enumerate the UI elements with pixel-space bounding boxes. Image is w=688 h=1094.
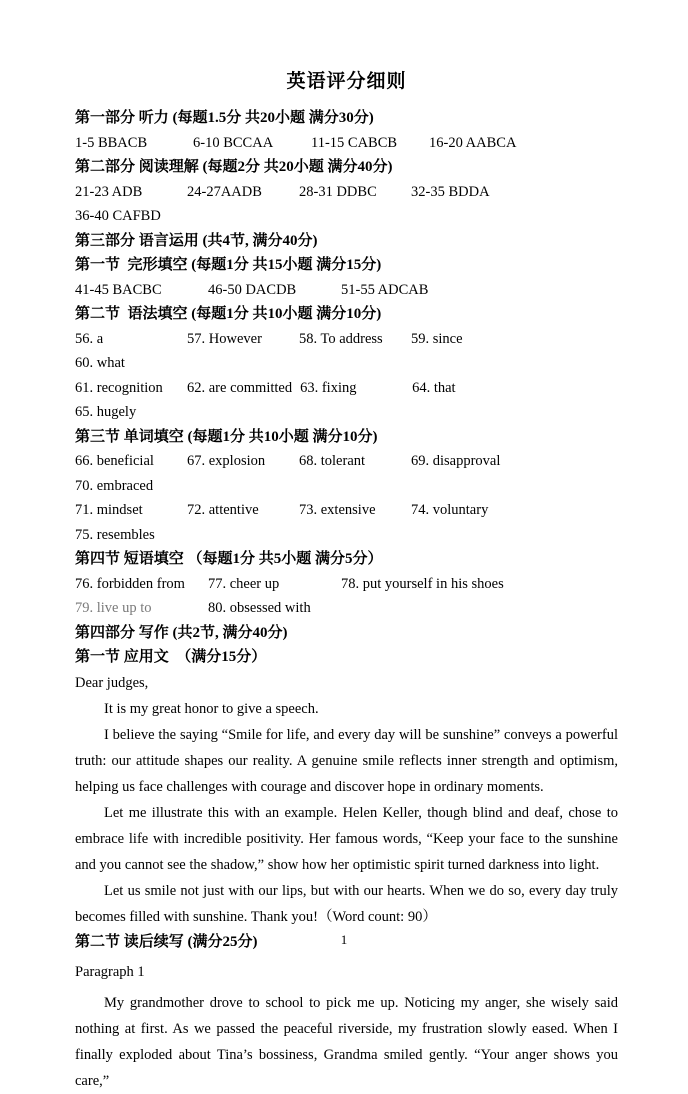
section-heading: 第一部分 听力 (每题1.5分 共20小题 满分30分) [75,110,374,126]
answer-item: 80. obsessed with [208,600,311,616]
answer-item: 79. live up to [75,600,152,616]
answer-item: 77. cheer up [208,575,280,592]
paragraph: My grandmother drove to school to pick me up. Noticing my anger, she wisely said nothing at first. As we passed the peaceful riverside, my frustration slowly eased. When I finally exploded about Tina’s bossiness, Grandma smiled gently. “Your anger shows you care,” [75,995,618,1089]
answer-item: 51-55 ADCAB [341,281,429,298]
answer-row [75,376,618,425]
answer-row [75,327,618,376]
answer-item: 69. disapproval [411,453,501,469]
answer-item: 74. voluntary [411,502,489,518]
document-title: 英语评分细则 [286,71,407,92]
paragraph: Paragraph 1 [75,964,145,980]
answer-item: 64. that [412,379,456,396]
answer-row [75,180,618,229]
answer-item: 59. since [411,330,463,347]
answer-item: 61. recognition [75,379,163,396]
answer-item: 28-31 DDBC [299,183,377,200]
paragraph: It is my great honor to give a speech. [104,700,319,717]
answer-item: 71. mindset [75,502,143,518]
answer-item: 73. extensive [299,502,376,518]
answer-item: 65. hugely [75,404,137,420]
answer-item: 76. forbidden from [75,575,185,592]
answer-item: 60. what [75,355,125,371]
section-heading: 第四节 短语填空 （每题1分 共5小题 满分5分） [75,551,383,567]
paragraph: I believe the saying “Smile for life, and every day will be sunshine” conveys a powerful truth: our attitude shapes our reality. A genuine smile reflects inner strength and optimism, helping us face challenges with courage and discover hope in ordinary moments. [75,726,618,795]
section-heading: 第二节 读后续写 (满分25分) [75,933,258,950]
paragraph: Dear judges, [75,674,149,691]
section-heading: 第三部分 语言运用 (共4节, 满分40分) [75,232,318,249]
answer-item: 32-35 BDDA [411,183,490,200]
answer-item: 41-45 BACBC [75,281,162,298]
section-heading: 第二部分 阅读理解 (每题2分 共20小题 满分40分) [75,159,393,175]
answer-item: 58. To address [299,330,383,347]
answer-item: 1-5 BBACB [75,134,148,151]
answer-item: 72. attentive [187,502,259,518]
paragraph: Let me illustrate this with an example. Helen Keller, though blind and deaf, chose to embrace life with incredible positivity. Her famous words, “Keep your face to the sunshine and you cannot see the shadow,” show how her optimistic spirit turned darkness into light. [75,804,618,873]
answer-item: 6-10 BCCAA [193,134,274,151]
section-heading: 第一节 应用文 （满分15分） [75,649,267,665]
answer-item: 57. However [187,330,262,347]
section-heading: 第二节 语法填空 (每题1分 共10小题 满分10分) [75,306,382,322]
answer-item: 21-23 ADB [75,183,143,200]
answer-item: 66. beneficial [75,453,154,469]
section-heading: 第四部分 写作 (共2节, 满分40分) [75,624,288,641]
section-heading: 第一节 完形填空 (每题1分 共15小题 满分15分) [75,257,382,273]
answer-item: 24-27AADB [187,183,262,200]
answer-item: 46-50 DACDB [208,281,297,298]
answer-row [75,498,618,547]
answer-row [75,278,618,303]
answer-item: 16-20 AABCA [429,134,517,151]
paragraph: Let us smile not just with our lips, but with our hearts. When we do so, every day truly becomes filled with sunshine. Thank you!（Word count: 90） [75,882,618,925]
answer-row [75,596,618,621]
answer-item: 63. fixing [300,379,357,396]
page-number: 1 [340,932,348,947]
answer-row [75,449,618,498]
answer-item: 11-15 CABCB [311,134,398,151]
answer-item: 68. tolerant [299,453,366,469]
answer-item: 67. explosion [187,453,266,469]
section-heading: 第三节 单词填空 (每题1分 共10小题 满分10分) [75,428,378,445]
answer-row [75,572,618,597]
answer-item: 75. resembles [75,526,155,543]
answer-item: 62. are committed [187,379,293,396]
answer-item: 36-40 CAFBD [75,208,161,224]
answer-item: 56. a [75,330,104,347]
answer-item: 78. put yourself in his shoes [341,575,504,592]
answer-row [75,131,618,156]
answer-item: 70. embraced [75,477,154,494]
